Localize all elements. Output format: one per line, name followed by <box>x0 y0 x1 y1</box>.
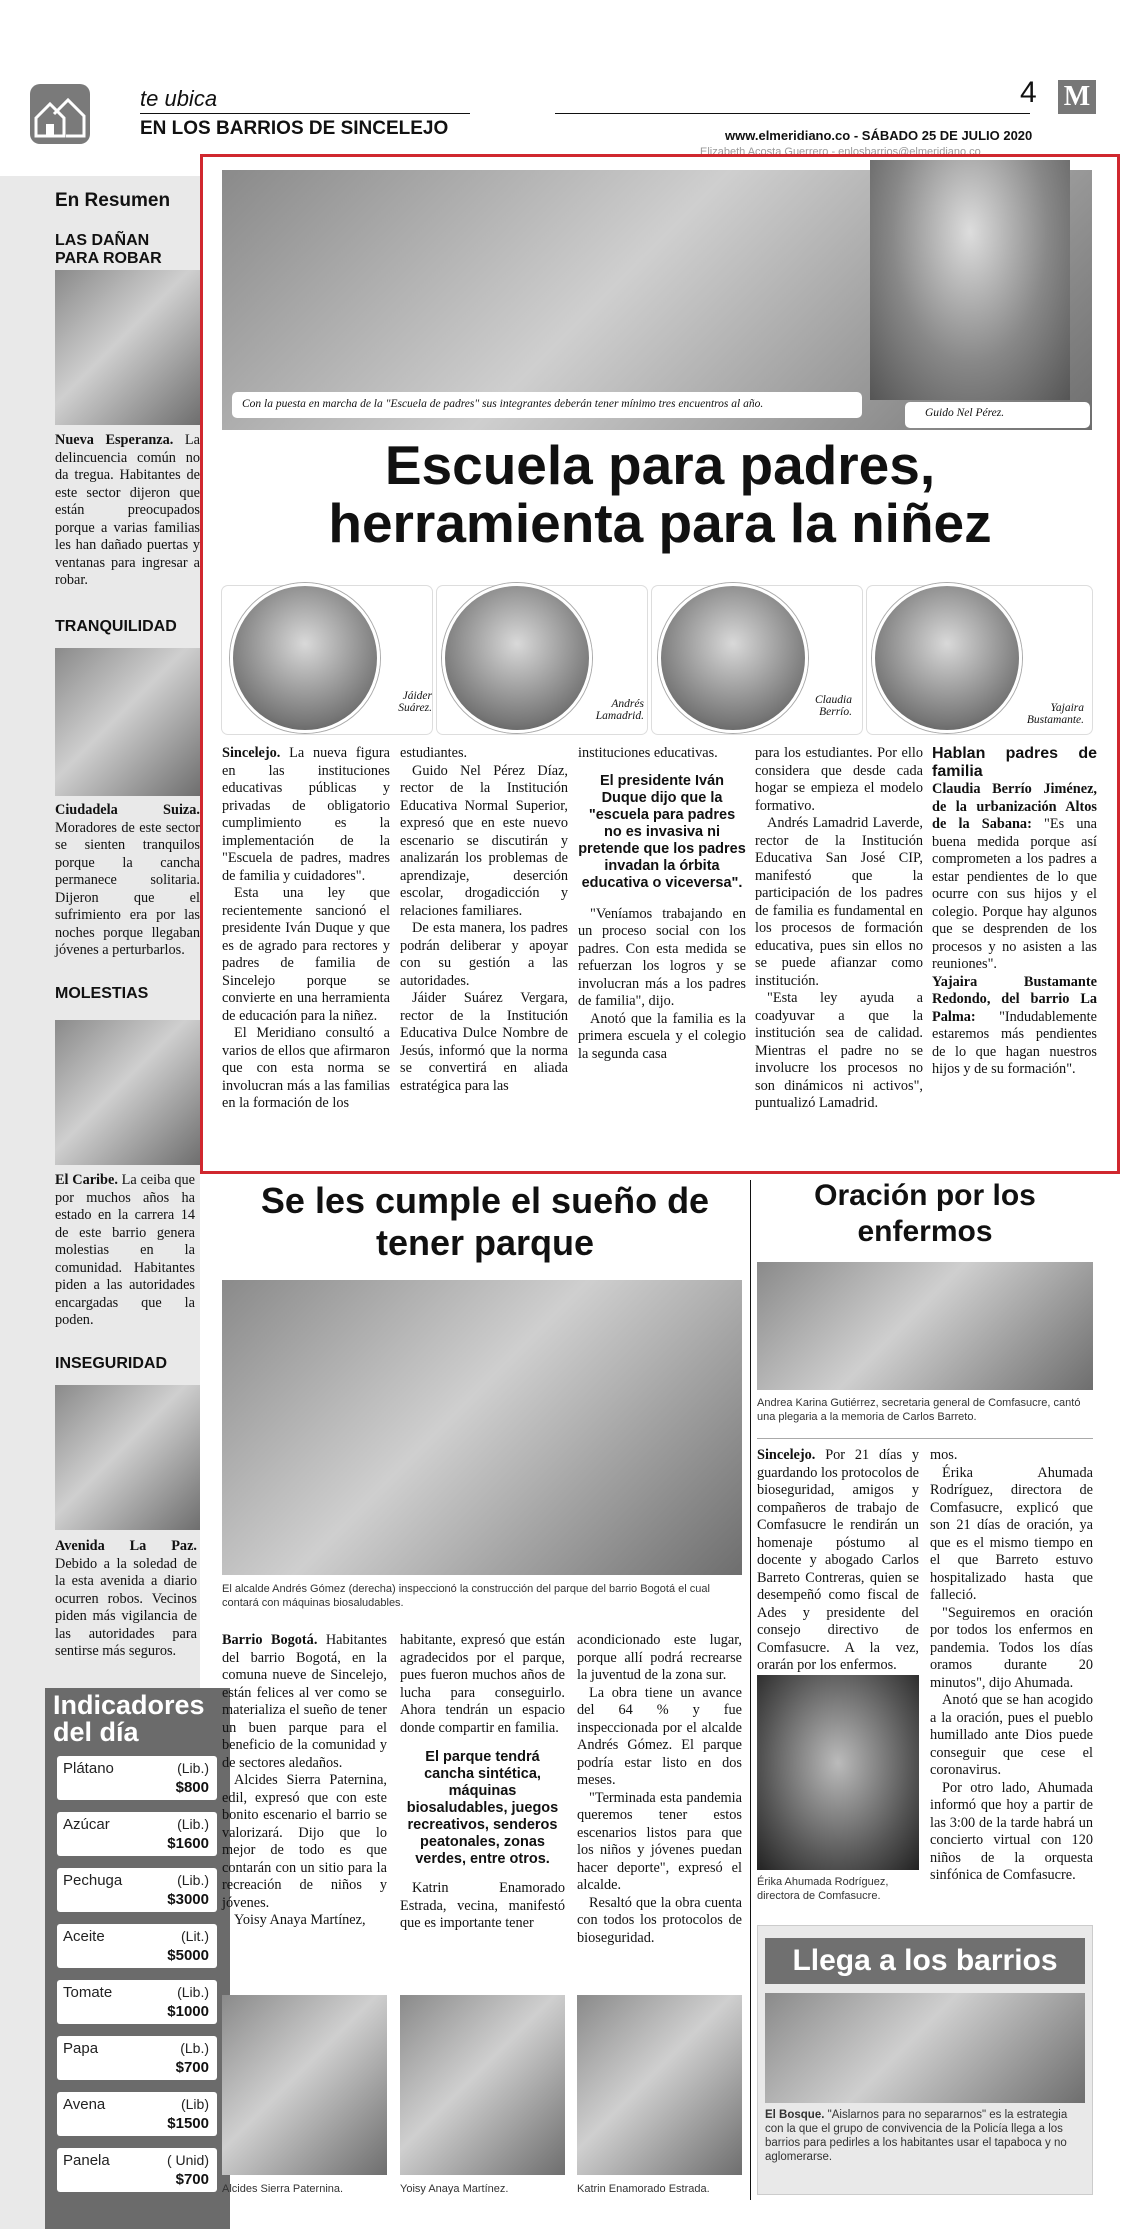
barrios-photo <box>765 1993 1085 2103</box>
indicator-price: $1000 <box>167 2003 209 2020</box>
park-column-1: Barrio Bogotá. Habitantes del barrio Bogotá, en la comuna nueve de Sincelejo, están felices al ver como se materializa el sueño de tener un buen parque para el beneficio de la comunidad y de sectores aledaños. Alcides Sierra Paternina, edil, expresó que con este bonito escenario el barrio se valorizará. Dijo que lo mejor de todo es que contarán con un sitio para la recreación de niños y jóvenes. Yoisy Anaya Martínez, <box>222 1632 387 1928</box>
column-divider <box>750 1180 751 2200</box>
barrios-text: El Bosque. "Aislarnos para no separarnos" es la estrategia con la que el grupo de convivencia de la Policía llega a los barrios para pedirles a los habitantes usar el tapaboca y no aglomerarse. <box>765 2109 1068 2163</box>
face-photo <box>230 583 380 733</box>
headline-line-1: Escuela para padres, <box>384 434 936 496</box>
article-column-3: instituciones educativas. El presidente Iván Duque dijo que la "escuela para padres no es invasiva ni pretende que los padres invadan la órbita educativa o viceversa". "Veníamos trabajando en un proceso social con los padres. Con esta medida se refuerzan los logros y se involucran más a los padres de familia", dijo. Anotó que la familia es la primera escuela y el colegio la segunda casa <box>578 745 746 1062</box>
park-column-3: acondicionado este lugar, porque allí podrá recrearse la juventud de la zona sur. La obra tiene un avance del 64 % y fue inspeccionada por el alcalde Andrés Gómez. El parque podría estar listo en dos meses. "Terminada esta pandemia queremos tener estos escenarios listos para que los niños y jóvenes puedan hacer deporte", expresó el alcalde. Resaltó que la obra cuenta con todos los protocolos de bioseguridad. <box>577 1632 742 1946</box>
prayer-portrait-caption: Érika Ahumada Rodríguez, directora de Comfasucre. <box>757 1876 889 1902</box>
face-caption: Yajaira Bustamante. <box>1026 702 1084 726</box>
sidebar-photo-window <box>55 270 200 425</box>
section-logo <box>30 84 90 144</box>
caption-rule <box>757 1438 1093 1439</box>
indicator-name: Azúcar <box>63 1816 110 1833</box>
park-headline: Se les cumple el sueño de tener parque <box>260 1180 710 1263</box>
sidebar-item-title: LAS DAÑAN PARA ROBAR <box>55 232 162 267</box>
face-photo <box>872 583 1022 733</box>
park-face-photo <box>222 1995 387 2175</box>
article-column-5: Hablan padres de familia Claudia Berrío Jiménez, de la urbanización Altos de la Sabana: "Es una buena medida porque así comprometen a los padres a estar pendientes de lo que ocurre con sus hijos y el colegio. Porque hay algunos que se desprenden de los procesos y no asisten a las reuniones". Yajaira Bustamante Redondo, del barrio La Palma: "Indudablemente estaremos más pendientes de lo que hagan nuestros hijos y de su formación". <box>932 745 1097 1077</box>
face-photo <box>658 583 808 733</box>
sidebar-item-text: Avenida La Paz. Debido a la soledad de la esta avenida a diario ocurren robos. Vecinos piden más vigilancia de las autoridades para sentirse más seguros. <box>55 1538 197 1659</box>
house-icon <box>30 84 90 144</box>
sidebar-item-title: INSEGURIDAD <box>55 1355 168 1372</box>
indicator-unit: (Lb.) <box>180 2040 209 2056</box>
indicator-price: $3000 <box>167 1891 209 1908</box>
header-rule <box>555 113 1030 114</box>
sidebar-item-text: Ciudadela Suiza. Moradores de este sector se sienten tranquilos porque la cancha permanece solitaria. Dijeron que el sufrimiento era por las noches porque llegaban jóvenes a perturbarlos. <box>55 802 200 958</box>
park-photo-caption: El alcalde Andrés Gómez (derecha) inspeccionó la construcción del parque del barrio Bogotá el cual contará con máquinas biosaludables. <box>222 1583 710 1609</box>
indicator-name: Papa <box>63 2040 99 2057</box>
indicator-name: Avena <box>63 2096 106 2113</box>
portrait-caption-text: Guido Nel Pérez. <box>925 407 1005 419</box>
indicator-name: Plátano <box>63 1760 114 1777</box>
indicator-row <box>57 2036 217 2080</box>
prayer-photo-caption: Andrea Karina Gutiérrez, secretaria general de Comfasucre, cantó una plegaria a la memoria de Carlos Barreto. <box>757 1397 1081 1423</box>
indicator-price: $1600 <box>167 1835 209 1852</box>
faces-row <box>222 578 1092 738</box>
indicator-row <box>57 2092 217 2136</box>
indicator-row <box>57 1868 217 1912</box>
face-caption: Jáider Suárez. <box>398 690 432 714</box>
prayer-column-2: mos. Érika Ahumada Rodríguez, directora de Comfasucre, explicó que son 21 días de oración, ya que es el mismo tiempo en el que Barreto estuvo hospitalizado hasta que falleció. "Seguiremos en oración por todos los enfermos en pandemia. Todos los días oramos durante 20 minutos", dijo Ahumada. Anotó que se han acogido a la oración, pues el pueblo humillado ante Dios puede conseguir que cese el coronavirus. Por otro lado, Ahumada informó que hoy a partir de las 3:00 de la tarde habrá un concierto virtual con 120 niños de la orquesta sinfónica de Comfasucre. <box>930 1447 1093 1883</box>
indicator-row <box>57 1980 217 2024</box>
article-column-1: Sincelejo. La nueva figura en las instituciones educativas públicas y privadas de obligatorio cumplimiento es la implementación de la "Escuela de padres, madres de familia y cuidadores". Esta una ley que recientemente sancionó el presidente Iván Duque y que es de agrado para rectores y padres de familia de Sincelejo porque se convierte en una herramienta de educación para la niñez. El Meridiano consultó a varios de ellos que afirmaron que con esta norma se involucran más a las familias en la formación de los <box>222 745 390 1111</box>
indicator-name: Panela <box>63 2152 110 2169</box>
indicator-unit: (Lit.) <box>181 1928 209 1944</box>
section-kicker: te ubica <box>140 86 218 111</box>
indicator-unit: (Lib.) <box>177 1816 209 1832</box>
indicators-panel <box>45 1688 230 2229</box>
sidebar-photo-avenue <box>55 1385 200 1530</box>
indicator-name: Pechuga <box>63 1872 123 1889</box>
indicator-unit: (Lib.) <box>177 1872 209 1888</box>
sidebar-photo-court <box>55 648 200 796</box>
face-caption: Claudia Berrío. <box>814 694 852 718</box>
prayer-photo <box>757 1262 1093 1390</box>
park-face-caption: Yoisy Anaya Martínez. <box>400 2183 509 2195</box>
page-number: 4 <box>1020 76 1037 109</box>
indicator-unit: (Lib.) <box>177 1760 209 1776</box>
pullquote: El presidente Iván Duque dijo que la "escuela para padres no es invasiva ni pretende que los padres invadan la órbita educativa o viceversa". <box>578 772 746 891</box>
section-title: EN LOS BARRIOS DE SINCELEJO <box>140 118 449 139</box>
indicator-row <box>57 1756 217 1800</box>
indicator-price: $700 <box>175 2171 209 2188</box>
sidebar-item-title: TRANQUILIDAD <box>55 618 177 635</box>
barrios-title-bar: Llega a los barrios <box>765 1938 1085 1984</box>
site-date: www.elmeridiano.co - SÁBADO 25 DE JULIO 2020 <box>725 128 1033 143</box>
indicator-row <box>57 1812 217 1856</box>
park-face-photo <box>577 1995 742 2175</box>
park-photo <box>222 1280 742 1575</box>
indicator-price: $5000 <box>167 1947 209 1964</box>
headline-line-2: herramienta para la niñez <box>328 492 992 554</box>
park-face-photo <box>400 1995 565 2175</box>
park-column-2: habitante, expresó que están agradecidos por el parque, pues fueron muchos años de lucha para conseguirlo. Ahora tendrán un espacio donde compartir en familia. El parque tendrá cancha sintética, máquinas biosaludables, juegos recreativos, senderos peatonales, zonas verdes, entre otros. Katrin Enamorado Estrada, vecina, manifestó que es importante tener <box>400 1632 565 1931</box>
sidebar-photo-tree <box>55 1020 200 1165</box>
article-column-2: estudiantes. Guido Nel Pérez Díaz, rector de la Institución Educativa Normal Superior, expresó que en este nuevo escenario se discutirán y analizarán los problemas de aprendizaje, deserción escolar, drogadicción y relaciones familiares. De esta manera, los padres podrán deliberar y apoyar con su gestión a las autoridades. Jáider Suárez Vergara, rector de la Institución Educativa Dulce Nombre de Jesús, informó que la norma se convertirá en aliada estratégica para las <box>400 745 568 1094</box>
section-rule <box>140 113 470 114</box>
park-face-caption: Katrin Enamorado Estrada. <box>577 2183 710 2195</box>
indicator-price: $800 <box>175 1779 209 1796</box>
park-pullquote: El parque tendrá cancha sintética, máquinas biosaludables, juegos recreativos, senderos peatonales, zonas verdes, entre otros. <box>406 1749 559 1867</box>
indicator-price: $1500 <box>167 2115 209 2132</box>
indicator-unit: ( Unid) <box>166 2152 209 2168</box>
masthead-logo: M <box>1058 80 1096 114</box>
indicator-row <box>57 1924 217 1968</box>
photo-caption: Con la puesta en marcha de la "Escuela de padres" sus integrantes deberán tener mínimo tres encuentros al año. <box>242 398 764 410</box>
sidebar-heading: En Resumen <box>55 190 171 211</box>
sidebar-item-text: El Caribe. La ceiba que por muchos años ha estado en la carrera 14 de este barrio genera molestias en la comunidad. Habitantes piden a las autoridades encargadas que la poden. <box>55 1172 195 1328</box>
face-caption: Andrés Lamadrid. <box>595 698 644 722</box>
article-column-4: para los estudiantes. Por ello considera que desde cada hogar se empieza el modelo formativo. Andrés Lamadrid Laverde, rector de la Institución Educativa San José CIP, manifestó que la participación de los padres de familia es fundamental en los procesos de formación educativa, pues sin ellos no se puede afianzar como institución. "Esta ley ayuda a coadyuvar a que la institución sea de calidad. Mientras el padre no se involucre los procesos no son dinámicos ni activos", puntualizó Lamadrid. <box>755 745 923 1111</box>
portrait-guido <box>870 160 1070 400</box>
indicators-title: Indicadores del día <box>53 1690 205 1747</box>
prayer-headline: Oración por los enfermos <box>814 1179 1036 1248</box>
credits: Elizabeth Acosta Guerrero - enlosbarrios@elmeridiano.co <box>700 146 981 158</box>
sidebar-subhead: Hablan padres de familia <box>932 745 1097 780</box>
sidebar-item-text: Nueva Esperanza. La delincuencia común no da tregua. Habitantes de este sector dijeron que están preocupados porque a varias familias les han dañado puertas y ventanas para ingresar a robar. <box>55 432 201 588</box>
indicator-price: $700 <box>175 2059 209 2076</box>
indicator-unit: (Lib) <box>180 2096 209 2112</box>
indicator-name: Tomate <box>63 1984 113 2001</box>
park-face-caption: Alcides Sierra Paternina. <box>222 2183 344 2195</box>
prayer-column-1: Sincelejo. Por 21 días y guardando los protocolos de bioseguridad, amigos y compañeros de trabajo de Comfasucre le rendirán un homenaje póstumo al docente y abogado Carlos Barreto Contreras, quien se desempeñó como fiscal de Ades y presidente del consejo directivo de Comfasucre. A la vez, orarán por los enfermos. <box>757 1447 920 1673</box>
prayer-portrait <box>757 1675 919 1870</box>
headline <box>210 436 1110 552</box>
indicator-name: Aceite <box>63 1928 105 1945</box>
indicator-row <box>57 2148 217 2192</box>
face-photo <box>442 583 592 733</box>
indicator-unit: (Lib.) <box>177 1984 209 2000</box>
sidebar-item-title: MOLESTIAS <box>55 985 149 1002</box>
